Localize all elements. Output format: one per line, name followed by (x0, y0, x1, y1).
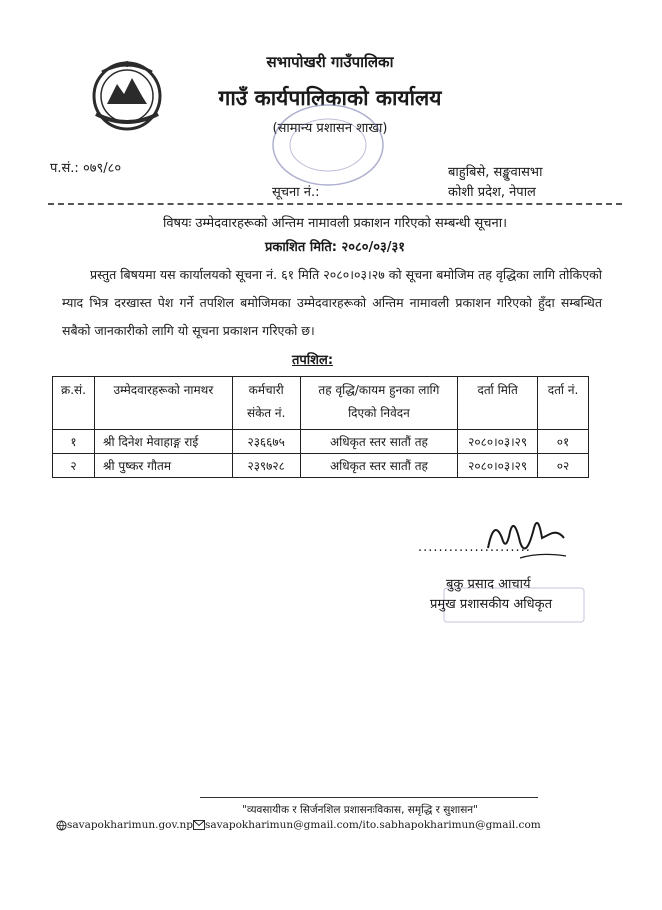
notice-number: सूचना नं.: (272, 185, 320, 200)
cell-sn: २ (53, 454, 95, 478)
table-row (53, 454, 589, 478)
header-level-line-1: तह वृद्धि/कायम हुनका लागि (318, 383, 440, 397)
published-date: प्रकाशित मिति: २०८०/०३/३१ (264, 240, 406, 255)
header-sn: क्र.सं. (53, 377, 95, 430)
cell-name: श्री पुष्कर गौतम (94, 454, 232, 478)
mail-icon (193, 820, 205, 830)
cell-code: २३९७२८ (232, 454, 300, 478)
footer-email-2[interactable]: /ito.sabhapokharimun@gmail.com (358, 819, 541, 831)
header-level (300, 377, 458, 430)
signatory-name: बुकु प्रसाद आचार्य (446, 577, 531, 592)
candidate-table (52, 376, 589, 478)
header-name: उम्मेदवारहरूको नामथर (94, 377, 232, 430)
table-row (53, 430, 589, 454)
cell-reg-no: ०१ (538, 430, 589, 454)
reference-number: प.सं.: ०७९/८० (50, 161, 122, 176)
footer-website[interactable]: savapokharimun.gov.np (67, 819, 194, 831)
header-reg-date: दर्ता मिति (458, 377, 538, 430)
globe-icon (56, 820, 67, 831)
nepal-emblem-icon (82, 56, 172, 136)
cell-code: २३६६७५ (232, 430, 300, 454)
notice-subject: विषयः उम्मेदवारहरूको अन्तिम नामावली प्रकाशन गरिएको सम्बन्धी सूचना। (162, 216, 508, 231)
org-name: सभापोखरी गाउँपालिका (266, 53, 394, 71)
cell-level: अधिकृत स्तर सातौं तह (300, 430, 458, 454)
footer-divider (200, 797, 538, 798)
cell-reg-no: ०२ (538, 454, 589, 478)
address-line-1: बाहुबिसे, सङ्खुवासभा (448, 165, 543, 180)
header-divider (48, 203, 622, 205)
schedule-label: तपशिल: (292, 353, 334, 368)
handwritten-signature (480, 508, 570, 568)
table-header-row (53, 377, 589, 430)
header-code-line-1: कर्मचारी (248, 383, 284, 397)
section-name: (सामान्य प्रशासन शाखा) (272, 121, 388, 136)
header-code-line-2: संकेत नं. (246, 406, 286, 420)
signature-line: ...................... (418, 540, 531, 555)
cell-reg-date: २०८०।०३।२९ (458, 430, 538, 454)
header-employee-code (232, 377, 300, 430)
footer-email-1[interactable]: savapokharimun@gmail.com (205, 819, 359, 831)
office-stamp-icon (268, 100, 388, 190)
cell-reg-date: २०८०।०३।२९ (458, 454, 538, 478)
cell-name: श्री दिनेश मेवाहाङ्ग राई (94, 430, 232, 454)
office-name: गाउँ कार्यपालिकाको कार्यालय (218, 86, 442, 110)
cell-sn: १ (53, 430, 95, 454)
footer-motto: "व्यवसायीक र सिर्जनशिल प्रशासनःविकास, समृद्धि र सुशासन" (242, 804, 478, 816)
address-line-2: कोशी प्रदेश, नेपाल (448, 185, 536, 200)
signatory-title: प्रमुख प्रशासकीय अधिकृत (430, 597, 553, 612)
notice-body: प्रस्तुत बिषयमा यस कार्यालयको सूचना नं. ६१ मिति २०८०।०३।२७ को सूचना बमोजिम तह वृद्धिका लागि तोकिएको म्याद भित्र दरखास्त पेश गर्ने तपशिल बमोजिमका उम्मेदवारहरूको अन्तिम नामावली प्रकाशन गरिएको हुँदा सम्बन्धित सबैको जानकारीको लागि यो सूचना प्रकाशन गरिएको छ। (62, 267, 602, 338)
cell-level: अधिकृत स्तर सातौं तह (300, 454, 458, 478)
footer-contact (56, 819, 616, 831)
header-level-line-2: दिएको निवेदन (348, 406, 410, 420)
header-reg-no: दर्ता नं. (538, 377, 589, 430)
